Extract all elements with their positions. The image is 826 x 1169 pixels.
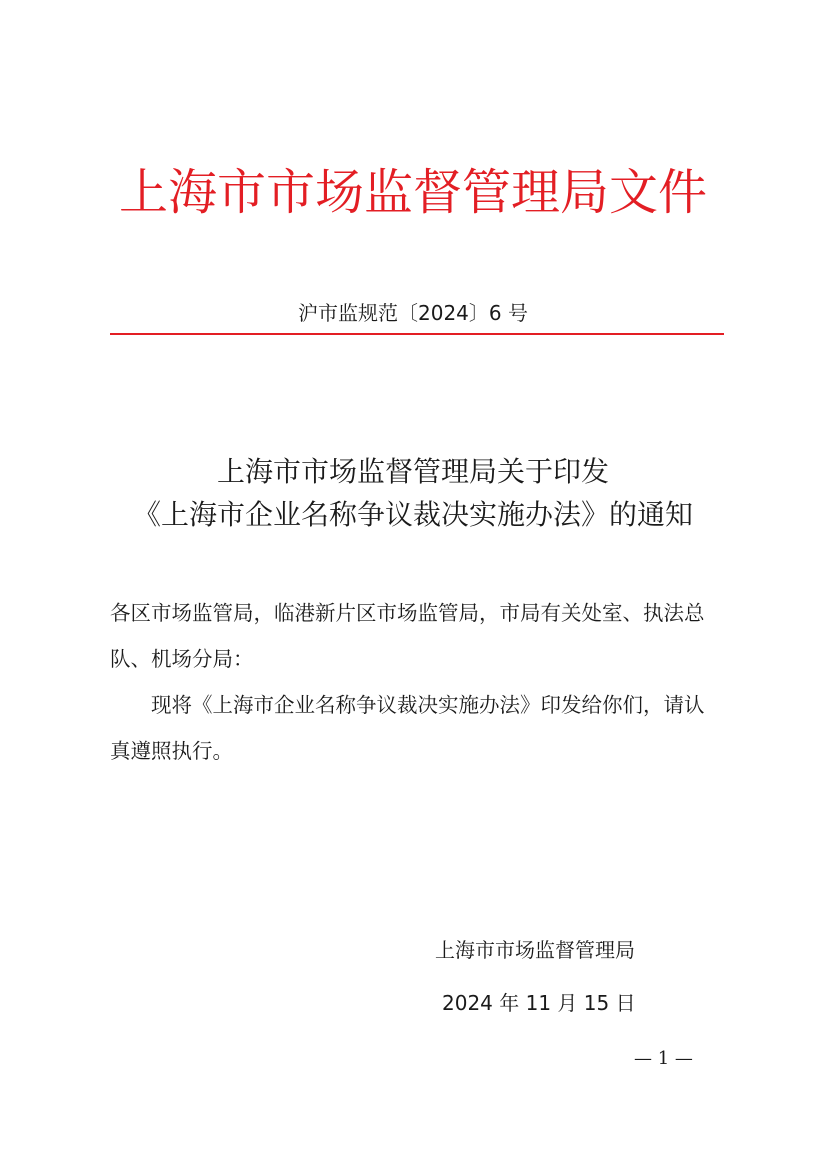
red-separator-line xyxy=(110,333,724,335)
page-number: — 1 — xyxy=(634,1048,693,1069)
document-number: 沪市监规范〔2024〕6 号 xyxy=(298,301,528,325)
content-paragraph: 现将《上海市企业名称争议裁决实施办法》印发给你们，请认真遵照执行。 xyxy=(110,693,705,763)
issue-date: 2024 年 11 月 15 日 xyxy=(442,991,636,1015)
document-title xyxy=(0,450,826,536)
title-line-2: 《上海市企业名称争议裁决实施办法》的通知 xyxy=(132,498,693,531)
title-line-1: 上海市市场监督管理局关于印发 xyxy=(216,455,609,488)
document-body xyxy=(110,590,724,774)
recipients-paragraph: 各区市场监管局，临港新片区市场监管局，市局有关处室、执法总队、机场分局： xyxy=(110,601,705,671)
issuer-signature: 上海市市场监督管理局 xyxy=(435,938,635,962)
document-masthead: 上海市市场监督管理局文件 xyxy=(118,164,707,221)
